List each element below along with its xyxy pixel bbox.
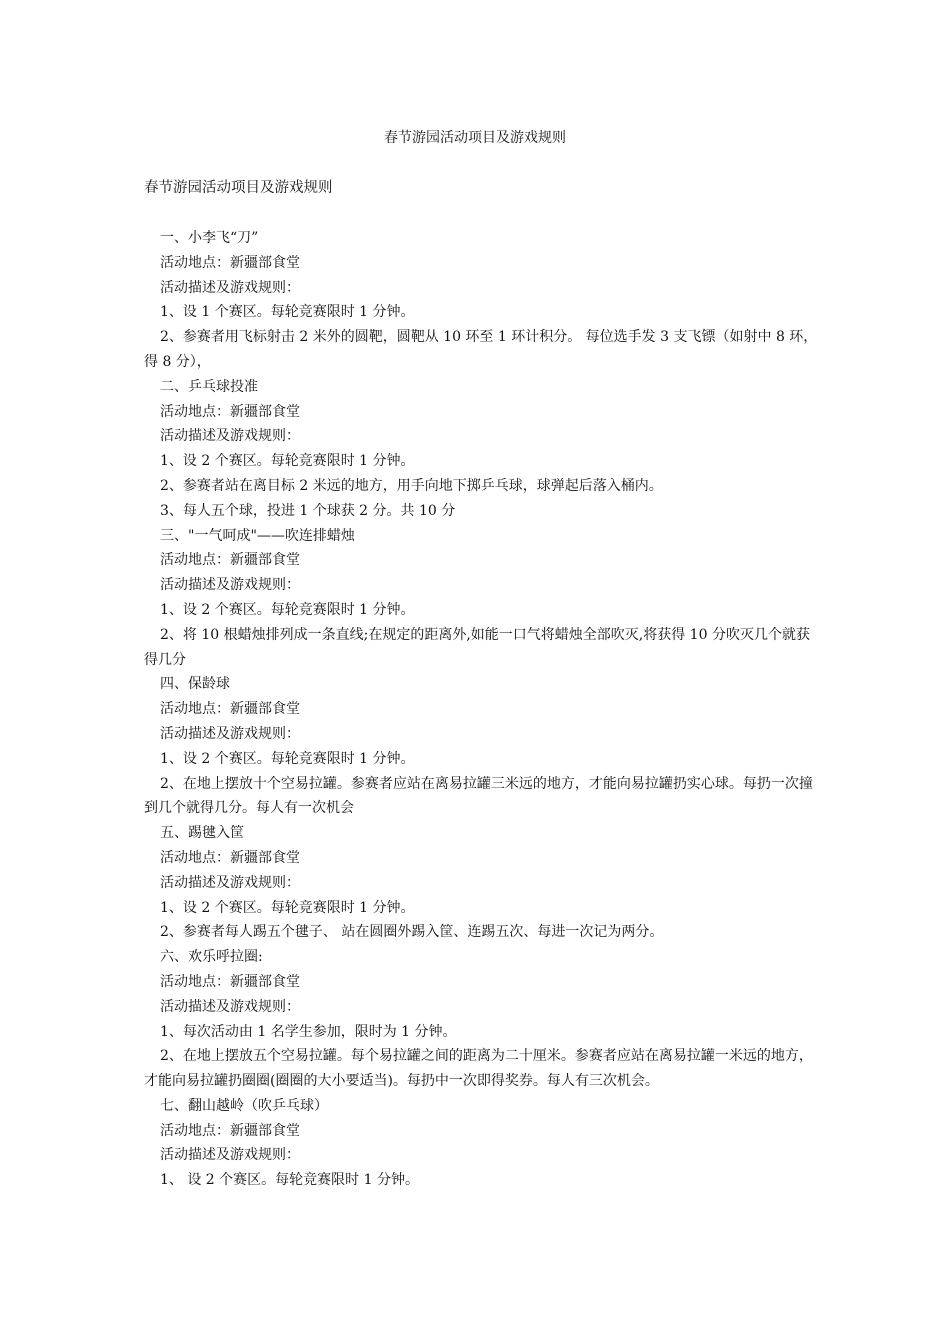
section-1 (144, 226, 820, 375)
section-rules-label: 活动描述及游戏规则： (160, 725, 300, 742)
section-heading: 二、乒乓球投准 (160, 378, 258, 395)
section-rules-label: 活动描述及游戏规则： (160, 577, 300, 594)
section-rules-label: 活动描述及游戏规则： (160, 428, 300, 445)
section-heading: 七、翻山越岭（吹乒乓球） (160, 1097, 328, 1114)
section-5 (144, 821, 820, 945)
section-3 (144, 524, 820, 673)
rule-item: 1、 设 2 个赛区。每轮竞赛限时 1 分钟。 (160, 1172, 419, 1189)
document-body (144, 226, 820, 1193)
section-heading: 三、"一气呵成"——吹连排蜡烛 (160, 527, 355, 544)
section-location: 活动地点：新疆部食堂 (160, 403, 300, 420)
section-heading: 六、欢乐呼拉圈: (160, 949, 263, 966)
rule-item: 1、每次活动由 1 名学生参加，限时为 1 分钟。 (160, 1023, 457, 1040)
section-6 (144, 945, 820, 1094)
section-rules-label: 活动描述及游戏规则： (160, 1147, 300, 1164)
rule-item: 2、参赛者每人踢五个毽子、 站在圆圈外踢入筐、连踢五次、每进一次记为两分。 (160, 924, 664, 941)
section-4 (144, 672, 820, 821)
section-location: 活动地点：新疆部食堂 (160, 254, 300, 271)
section-rules-label: 活动描述及游戏规则： (160, 998, 300, 1015)
section-rules-label: 活动描述及游戏规则： (160, 279, 300, 296)
section-heading: 五、踢毽入筐 (160, 825, 244, 842)
section-heading: 四、保龄球 (160, 676, 230, 693)
rule-item: 3、每人五个球，投进 1 个球获 2 分。共 10 分 (160, 502, 456, 519)
rule-item: 1、设 1 个赛区。每轮竞赛限时 1 分钟。 (160, 304, 415, 321)
rule-item: 2、参赛者站在离目标 2 米远的地方，用手向地下掷乒乓球，球弹起后落入桶内。 (160, 477, 663, 494)
rule-item: 1、设 2 个赛区。每轮竞赛限时 1 分钟。 (160, 453, 415, 470)
rule-item: 1、设 2 个赛区。每轮竞赛限时 1 分钟。 (160, 899, 415, 916)
rule-item: 2、将 10 根蜡烛排列成一条直线;在规定的距离外,如能一口气将蜡烛全部吹灭,将获得 10 分吹灭几个就获得几分 (144, 626, 810, 668)
section-2 (144, 375, 820, 524)
page-title: 春节游园活动项目及游戏规则 (384, 130, 566, 146)
rule-item: 1、设 2 个赛区。每轮竞赛限时 1 分钟。 (160, 750, 415, 767)
rule-item: 2、在地上摆放五个空易拉罐。每个易拉罐之间的距离为二十厘米。参赛者应站在离易拉罐一米远的地方，才能向易拉罐扔圈圈(圈圈的大小要适当)。每扔中一次即得奖券。每人有三次机会。 (144, 1048, 813, 1090)
rule-item: 2、在地上摆放十个空易拉罐。参赛者应站在离易拉罐三米远的地方，才能向易拉罐扔实心球。每扔一次撞到几个就得几分。每人有一次机会 (144, 775, 813, 817)
section-heading: 一、小李飞“刀” (160, 230, 259, 246)
section-location: 活动地点：新疆部食堂 (160, 701, 300, 718)
section-location: 活动地点：新疆部食堂 (160, 552, 300, 569)
section-7 (144, 1094, 820, 1193)
section-location: 活动地点：新疆部食堂 (160, 973, 300, 990)
section-location: 活动地点：新疆部食堂 (160, 1122, 300, 1139)
rule-item: 2、参赛者用飞标射击 2 米外的圆靶，圆靶从 10 环至 1 环计积分。 每位选手发 3 支飞镖（如射中 8 环，得 8 分）， (144, 329, 818, 370)
document-subtitle: 春节游园活动项目及游戏规则 (144, 180, 333, 196)
section-rules-label: 活动描述及游戏规则： (160, 874, 300, 891)
rule-item: 1、设 2 个赛区。每轮竞赛限时 1 分钟。 (160, 601, 415, 618)
section-location: 活动地点：新疆部食堂 (160, 849, 300, 866)
